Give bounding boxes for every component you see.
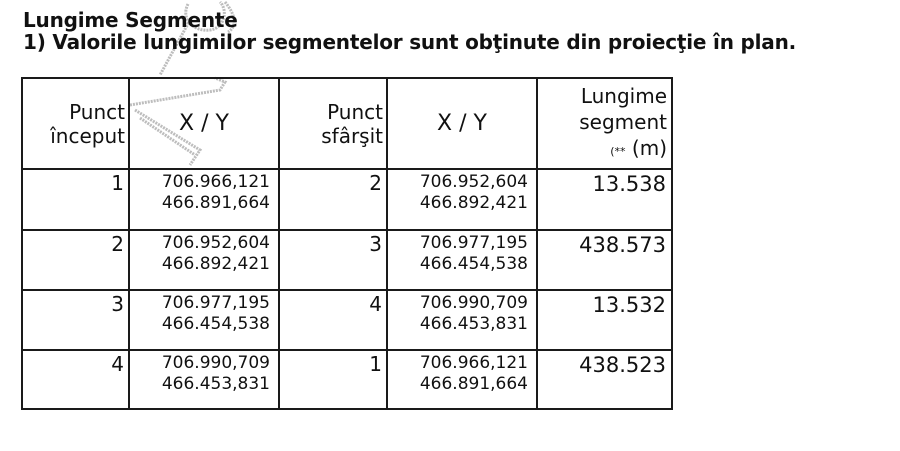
segment-length-cell: 438.523 bbox=[537, 350, 672, 409]
start-x: 706.977,195 bbox=[161, 293, 270, 313]
start-y: 466.454,538 bbox=[161, 314, 270, 334]
header-end-point bbox=[279, 78, 387, 169]
header-end-xy: X / Y bbox=[387, 78, 537, 169]
start-xy-cell bbox=[129, 350, 279, 409]
segment-lengths-table bbox=[21, 77, 673, 410]
segment-length-cell: 438.573 bbox=[537, 230, 672, 290]
end-x: 706.952,604 bbox=[419, 172, 528, 192]
header-start-point-line2: început bbox=[50, 123, 125, 148]
start-x: 706.966,121 bbox=[161, 172, 270, 192]
end-y: 466.892,421 bbox=[419, 193, 528, 213]
end-point-cell: 3 bbox=[279, 230, 387, 290]
start-y: 466.891,664 bbox=[161, 193, 270, 213]
end-xy-cell bbox=[387, 350, 537, 409]
end-point-cell: 4 bbox=[279, 290, 387, 350]
header-end-point-line1: Punct bbox=[327, 99, 383, 124]
header-length-line1: Lungime bbox=[580, 83, 667, 108]
table-row bbox=[22, 350, 672, 409]
end-x: 706.990,709 bbox=[419, 293, 528, 313]
start-y: 466.892,421 bbox=[161, 254, 270, 274]
table-header-row bbox=[22, 78, 672, 169]
table-row bbox=[22, 230, 672, 290]
document-title: Lungime Segmente bbox=[23, 8, 238, 32]
header-start-point-line1: Punct bbox=[69, 99, 125, 124]
start-point-cell: 4 bbox=[22, 350, 129, 409]
end-y: 466.454,538 bbox=[419, 254, 528, 274]
end-y: 466.453,831 bbox=[419, 314, 528, 334]
end-point-cell: 1 bbox=[279, 350, 387, 409]
segment-length-cell: 13.538 bbox=[537, 169, 672, 230]
end-x: 706.966,121 bbox=[419, 353, 528, 373]
header-segment-length bbox=[537, 78, 672, 169]
header-length-line3 bbox=[538, 135, 667, 165]
header-length-line2: segment bbox=[579, 109, 667, 134]
start-point-cell: 1 bbox=[22, 169, 129, 230]
start-xy-cell bbox=[129, 169, 279, 230]
header-end-point-line2: sfârşit bbox=[321, 123, 383, 148]
start-point-cell: 3 bbox=[22, 290, 129, 350]
end-xy-cell bbox=[387, 290, 537, 350]
unit-label: (m) bbox=[631, 135, 667, 160]
start-point-cell: 2 bbox=[22, 230, 129, 290]
end-point-cell: 2 bbox=[279, 169, 387, 230]
start-xy-cell bbox=[129, 290, 279, 350]
header-start-point bbox=[22, 78, 129, 169]
segment-length-cell: 13.532 bbox=[537, 290, 672, 350]
end-xy-cell bbox=[387, 230, 537, 290]
start-y: 466.453,831 bbox=[161, 374, 270, 394]
table-row bbox=[22, 169, 672, 230]
document-subtitle: 1) Valorile lungimilor segmentelor sunt obţinute din proiecţie în plan. bbox=[23, 30, 797, 54]
table-row bbox=[22, 290, 672, 350]
start-xy-cell bbox=[129, 230, 279, 290]
end-y: 466.891,664 bbox=[419, 374, 528, 394]
start-x: 706.952,604 bbox=[161, 233, 270, 253]
footnote-marker: (** bbox=[610, 144, 626, 158]
start-x: 706.990,709 bbox=[161, 353, 270, 373]
end-xy-cell bbox=[387, 169, 537, 230]
end-x: 706.977,195 bbox=[419, 233, 528, 253]
header-start-xy: X / Y bbox=[129, 78, 279, 169]
